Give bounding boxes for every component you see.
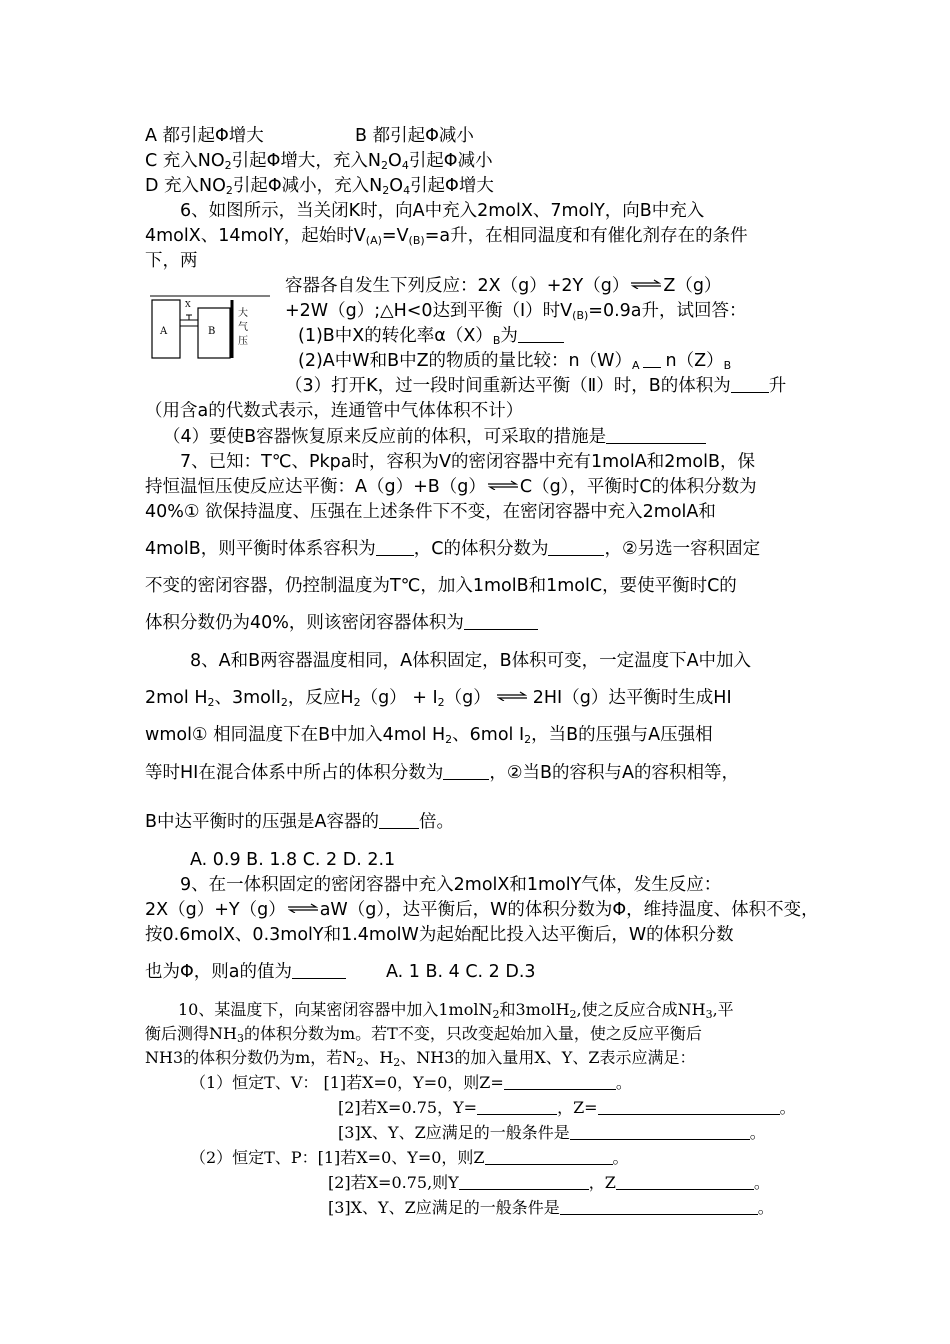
q10-p3: [3]X、Y、Z应满足的一般条件是 。 (328, 1198, 774, 1217)
equilibrium-arrow-icon (286, 903, 320, 913)
q10-v2: [2]若X=0.75，Y= ，Z= 。 (338, 1098, 796, 1117)
blank[interactable] (443, 763, 489, 780)
q7-line-5: 不变的密闭容器，仍控制温度为T℃，加入1molB和1molC，要使平衡时C的 (145, 576, 737, 596)
q6-line-9: （用含a的代数式表示，连通管中气体体积不计） (145, 401, 524, 421)
blank[interactable] (548, 539, 604, 556)
q9-options: A. 1 B. 4 C. 2 D.3 (386, 962, 536, 982)
q6-line-7: (2)A中W和B中Z的物质的量比较：$n(W)_A$ $n(Z)_B$ (298, 351, 732, 372)
equilibrium-arrow-icon (495, 691, 529, 701)
q8-line-1: 8、A和B两容器温度相同，A体积固定，B体积可变，一定温度下A中加入 (190, 651, 752, 671)
q5-option-c: C 充入$NO_2$引起Φ增大，充入$N_2O_4$引起Φ减小 (145, 151, 493, 172)
q6-line-1: 6、如图所示，当关闭K时，向A中充入2molX、7molY，向B中充入 (180, 201, 705, 221)
q9-line-2: 2X（g）+Y（g） aW（g），达平衡后，W的体积分数为Φ，维持温度、体积不变， (145, 900, 819, 920)
q10-line-3: NH3的体积分数仍为m，若$N_2$、$H_2$、NH3的加入量用X、Y、Z表示应满足： (145, 1048, 696, 1069)
q8-line-2: 2mol $H_2$、3molI$_2$，反应$H_2(g) + I_2(g)$ 2HI（g）达平衡时生成HI (145, 688, 732, 709)
q6-line-8: （3）打开K，过一段时间重新达平衡（Ⅱ）时，B的体积为 升 (285, 376, 787, 396)
blank[interactable] (504, 1073, 616, 1090)
q6-line-2: 4molX、14molY，起始时$V_{(A)}=V_{(B)}=a$升，在相同温度和有催化剂存在的条件 (145, 226, 748, 247)
equilibrium-arrow-icon (486, 480, 520, 490)
wall-char-2: 气 (238, 322, 248, 333)
q7-line-4: 4molB，则平衡时体系容积为 ，C的体积分数为 ，②另选一容积固定 (145, 539, 761, 559)
q9-line-1: 9、在一体积固定的密闭容器中充入2molX和1molY气体，发生反应： (180, 875, 722, 895)
q8-line-4: 等时HI在混合体系中所占的体积分数为 ，②当B的容积与A的容积相等， (145, 763, 739, 783)
wall-char-1: 大 (238, 308, 248, 319)
q10-v1: （1）恒定T、V： [1]若X=0，Y=0，则Z= 。 (190, 1073, 632, 1092)
q6-line-10: （4）要使B容器恢复原来反应前的体积，可采取的措施是 (163, 425, 706, 449)
blank[interactable] (464, 613, 538, 630)
label-X: X (185, 300, 191, 309)
q9-line-4: 也为Φ，则a的值为 A. 1 B. 4 C. 2 D.3 (145, 962, 536, 982)
q9-line-3: 按0.6molX、0.3molY和1.4molW为起始配比投入达平衡后，W的体积分数 (145, 925, 734, 945)
equilibrium-arrow-icon (629, 279, 663, 289)
blank[interactable] (376, 539, 414, 556)
q7-line-6: 体积分数仍为40%，则该密闭容器体积为 (145, 611, 538, 635)
blank[interactable] (459, 1173, 589, 1190)
blank[interactable] (643, 351, 661, 368)
blank[interactable] (731, 376, 769, 393)
q6-line-3: 下，两 (145, 251, 198, 271)
blank[interactable] (518, 326, 564, 343)
q6-line-5: +2W（g）;△H<0达到平衡（Ⅰ）时$V_{(B)}=0.9a$升，试回答： (285, 301, 747, 322)
q10-p1: （2）恒定T、P：[1]若X=0、Y=0，则Z 。 (190, 1148, 629, 1167)
wall-char-3: 压 (238, 336, 248, 347)
q5-option-d: D 充入$NO_2$引起Φ减小，充入$N_2O_4$引起Φ增大 (145, 176, 494, 197)
blank[interactable] (292, 962, 346, 979)
q5-option-a: A 都引起Φ增大 (145, 126, 264, 146)
label-A: A (160, 326, 168, 337)
q10-p2: [2]若X=0.75,则Y ，Z 。 (328, 1173, 770, 1192)
blank[interactable] (485, 1148, 613, 1165)
blank[interactable] (606, 427, 706, 444)
q6-line-6: (1)B中X的转化率$\alpha(X)_B$为 (298, 324, 564, 348)
q7-line-1: 7、已知：T℃、Pkpa时，容积为V的密闭容器中充有1molA和2molB，保 (180, 452, 755, 472)
blank[interactable] (598, 1098, 780, 1115)
label-B: B (208, 326, 216, 337)
q8-line-3: wmol① 相同温度下在B中加入4mol $H_2$、6mol $I_2$，当B的压强与A压强相 (145, 725, 713, 746)
q7-line-2: 持恒温恒压使反应达平衡：A（g）+B（g） C（g），平衡时C的体积分数为 (145, 477, 757, 497)
q10-v3: [3]X、Y、Z应满足的一般条件是 。 (338, 1123, 766, 1142)
q8-options: A. 0.9 B. 1.8 C. 2 D. 2.1 (190, 850, 396, 870)
q10-line-2: 衡后测得$NH_3$的体积分数为m。若T不变，只改变起始加入量，使之反应平衡后 (145, 1024, 702, 1045)
blank[interactable] (379, 812, 419, 829)
blank[interactable] (616, 1173, 754, 1190)
q10-line-1: 10、某温度下，向某密闭容器中加入1molN$_2$和3molH$_2$,使之反应合成$NH_3$,平 (178, 1000, 734, 1021)
q6-line-4: 容器各自发生下列反应：2X（g）+2Y（g） Z（g） (285, 276, 722, 296)
q8-line-5: B中达平衡时的压强是A容器的 倍。 (145, 812, 454, 832)
q5-option-b: B 都引起Φ减小 (355, 126, 474, 146)
blank[interactable] (560, 1198, 758, 1215)
blank[interactable] (477, 1098, 557, 1115)
blank[interactable] (570, 1123, 750, 1140)
container-diagram (150, 290, 270, 362)
q7-line-3: 40%① 欲保持温度、压强在上述条件下不变，在密闭容器中充入2molA和 (145, 502, 716, 522)
